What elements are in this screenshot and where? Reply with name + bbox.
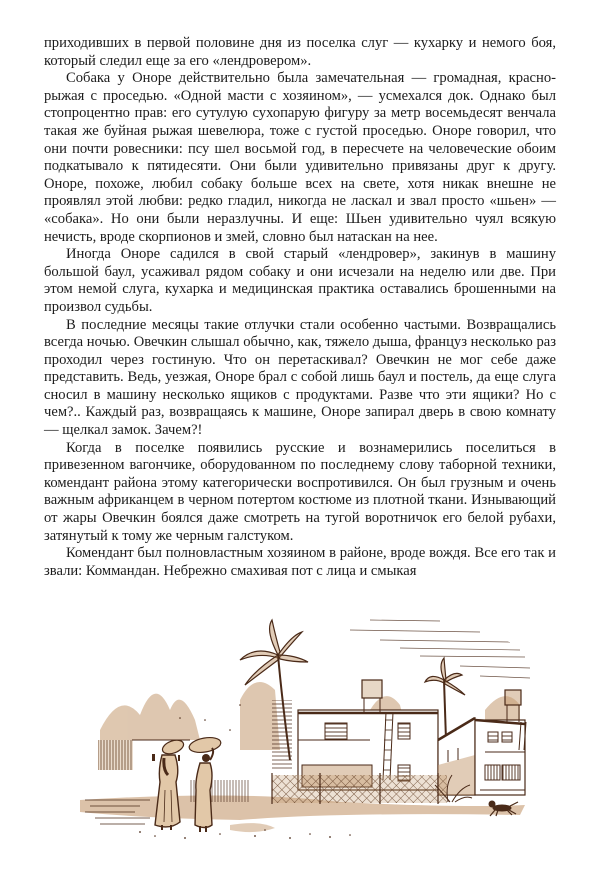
palm-trunk-hatching	[272, 700, 292, 770]
paragraph-3: Иногда Оноре садился в свой старый «лендровер», закинув в машину большой баул, усаживал рядом собаку и они исчезали на неделю или две. При этом немой слуга, кухарка и медицинская практика оставались брошенными на произвол судьбы.	[44, 246, 556, 315]
paragraph-5: Когда в поселке появились русские и вознамерились поселиться в привезенном вагончике, оборудованном по последнему слову таборной техники, комендант района этому категорически воспротивился. Он был грузным и очень важным африканцем в черном потертом костюме из плотной ткани. Изнывающий от жары Овечкин боялся даже смотреть на тугой воротничок его белой рубахи, затянутый к тому же черным галстуком.	[44, 439, 556, 544]
paragraph-2: Собака у Оноре действительно была замечательная — громадная, красно-рыжая с проседью. «Одной масти с хозяином», — усмехался док. Однако был стопроцентно прав: его сутулую сухопарую фигуру за метр восемьдесят венчала такая же буйная рыжая шевелюра, тоже с густой проседью. Оноре говорил, что они почти ровесники: псу шел восьмой год, в пересчете на человеческие обоим подкатывало к пятидесяти. Они были удивительно привязаны друг к другу. Оноре, похоже, любил собаку больше всех на свете, хотя никак внешне не проявлял этой любви: редко гладил, никогда не ласкал и звал просто «шьен» — «собака». Но они были неразлучны. И еще: Шьен удивительно чуял всякую нечисть, вроде скорпионов и змей, словно был натаскан на нее.	[44, 70, 556, 245]
book-page-text	[44, 35, 556, 580]
sepia-sketch-image	[40, 590, 560, 850]
paragraph-1: приходивших в первой половине дня из поселка слуг — кухарку и немого боя, который следил еще за его «лендровером».	[44, 35, 556, 69]
paragraph-6: Комендант был полновластным хозяином в районе, вроде вождя. Все его так и звали: Коммандан. Небрежно смахивая пот с лица и смыкая	[44, 545, 556, 579]
sky-hatching	[350, 620, 530, 678]
middle-building	[298, 680, 438, 790]
paragraph-4: В последние месяцы такие отлучки стали особенно частыми. Возвращались всегда ночью. Овечкин слышал обычно, как, тяжело дыша, француз несколько раз проходил через гостиную. Что он перетаскивал? Овечкин не мог себе даже представить. Ведь, уезжая, Оноре брал с собой лишь баул и постель, да еще слуга сносил в машину несколько ящиков с продуктами. Разве что эти ящики? Но с чем?.. Каждый раз, возвращаясь к машине, Оноре запирал дверь в свою комнату — щелкал замок. Зачем?!	[44, 316, 556, 439]
chain-link-fence	[272, 773, 447, 804]
village-illustration	[40, 590, 560, 850]
